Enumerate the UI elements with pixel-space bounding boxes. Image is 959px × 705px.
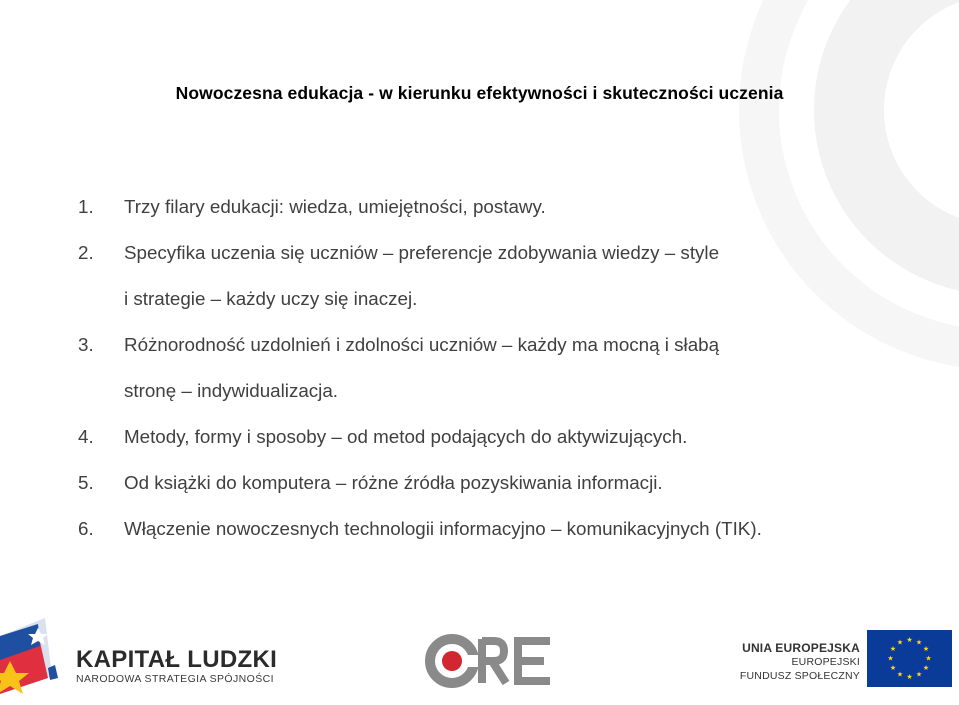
list-item: [78, 518, 928, 564]
list-item: [78, 334, 928, 426]
svg-text:★: ★: [922, 645, 930, 653]
list-item: [78, 242, 928, 334]
kapital-ludzki-flag-icon: [0, 616, 60, 705]
svg-text:★: ★: [915, 638, 923, 647]
list-item: [78, 196, 928, 242]
svg-text:★: ★: [922, 664, 930, 672]
slide-title: Nowoczesna edukacja - w kierunku efektywności i skuteczności uczenia: [175, 83, 784, 103]
eu-fund-line2: FUNDUSZ SPOŁECZNY: [739, 670, 860, 682]
svg-text:★: ★: [896, 638, 904, 647]
ore-logo: [424, 631, 554, 691]
svg-text:★: ★: [906, 673, 913, 681]
eu-title: UNIA EUROPEJSKA: [742, 641, 860, 655]
list-text: i strategie – każdy uczy się inaczej.: [124, 288, 418, 309]
topic-list: [78, 196, 928, 564]
list-number: 3.: [78, 334, 94, 355]
svg-text:★: ★: [889, 645, 897, 653]
svg-text:★: ★: [925, 654, 932, 663]
eu-fund-line1: EUROPEJSKI: [791, 656, 860, 668]
svg-text:★: ★: [889, 664, 897, 672]
list-number: 2.: [78, 242, 94, 263]
list-item: [78, 426, 928, 472]
list-text: Trzy filary edukacji: wiedza, umiejętności, postawy.: [124, 196, 546, 217]
list-text: Specyfika uczenia się uczniów – preferencje zdobywania wiedzy – style: [124, 242, 720, 263]
list-number: 1.: [78, 196, 94, 217]
svg-text:★: ★: [915, 670, 923, 679]
list-text: Włączenie nowoczesnych technologii informacyjno – komunikacyjnych (TIK).: [124, 518, 762, 539]
list-text: Różnorodność uzdolnień i zdolności uczniów – każdy ma mocną i słabą: [124, 334, 720, 355]
eu-flag-icon: [867, 630, 952, 687]
list-text: stronę – indywidualizacja.: [124, 380, 339, 401]
list-text: Metody, formy i sposoby – od metod podających do aktywizujących.: [124, 426, 688, 447]
svg-text:★: ★: [887, 654, 894, 663]
list-number: 4.: [78, 426, 94, 447]
svg-text:★: ★: [896, 670, 904, 679]
kapital-ludzki-title: KAPITAŁ LUDZKI: [76, 646, 278, 673]
list-item: [78, 472, 928, 518]
list-number: 5.: [78, 472, 94, 493]
list-number: 6.: [78, 518, 94, 539]
list-text: Od książki do komputera – różne źródła pozyskiwania informacji.: [124, 472, 663, 493]
kapital-ludzki-subtitle: NARODOWA STRATEGIA SPÓJNOŚCI: [76, 673, 274, 685]
svg-text:★: ★: [906, 636, 913, 644]
